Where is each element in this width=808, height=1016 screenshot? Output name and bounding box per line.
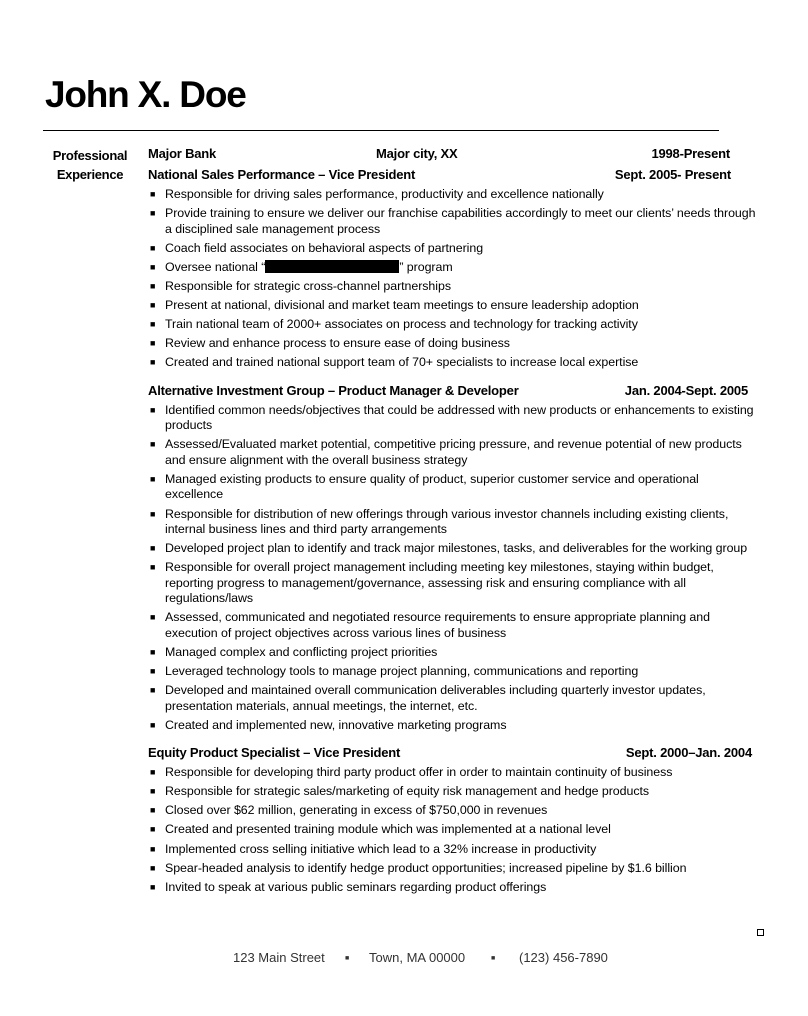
square-bullet-icon: ■ [150, 881, 156, 892]
section-label-line1: Professional [52, 148, 128, 163]
square-bullet-icon: ■ [150, 280, 156, 291]
list-item: ■ Created and trained national support team of 70+ specialists to increase local expertise [150, 355, 639, 370]
list-item: ■ Created and implemented new, innovative marketing programs [150, 717, 507, 732]
list-item: ■ Managed complex and conflicting project priorities [150, 644, 438, 659]
role-header [148, 744, 760, 765]
role-dates: Sept. 2000–Jan. 2004 [625, 745, 752, 761]
square-bullet-icon: ■ [150, 299, 156, 310]
list-item: ■ Assessed/Evaluated market potential, competitive pricing pressure, and revenue potential of new products and ensure alignment with the overall business strategy [150, 437, 742, 467]
list-item: ■ Oversee national “ ” program [150, 259, 453, 274]
square-bullet-icon: ■ [150, 189, 156, 199]
section-label-line2: Experience [56, 167, 124, 182]
list-item: ■ Responsible for driving sales performance, productivity and excellence nationally [150, 187, 604, 201]
square-bullet-icon: ■ [150, 208, 156, 219]
square-bullet-icon: ■ [150, 719, 156, 730]
role-bullets [148, 403, 760, 733]
role-bullets [148, 187, 760, 371]
square-bullet-icon: ■ [150, 612, 156, 623]
square-bullet-icon: ■ [150, 824, 156, 835]
square-bullet-icon: ■ [345, 955, 350, 962]
list-item: ■ Spear-headed analysis to identify hedge product opportunities; increased pipeline by $1.6 billion [150, 860, 687, 875]
square-bullet-icon: ■ [150, 786, 156, 797]
role-title: National Sales Performance – Vice President [148, 167, 416, 182]
square-bullet-icon: ■ [150, 404, 156, 415]
resume-name: John X. Doe [45, 74, 246, 115]
redaction-block [265, 260, 399, 273]
employer-location: Major city, XX [376, 146, 458, 161]
square-bullet-icon: ■ [150, 685, 156, 696]
employer-header [148, 145, 760, 166]
square-bullet-icon: ■ [150, 357, 156, 368]
section-label [42, 146, 138, 184]
square-bullet-icon: ■ [150, 767, 156, 778]
role-title: Alternative Investment Group – Product Manager & Developer [148, 382, 519, 398]
square-bullet-icon: ■ [150, 338, 156, 349]
list-item: ■ Provide training to ensure we deliver our franchise capabilities accordingly to meet our clients’ needs through a disciplined sale management process [150, 206, 756, 236]
square-outline-icon [757, 929, 764, 936]
list-item: ■ Responsible for distribution of new offerings through various investor channels including existing clients, internal business lines and third party arrangements [150, 506, 729, 537]
square-bullet-icon: ■ [491, 955, 496, 962]
role-dates: Jan. 2004-Sept. 2005 [624, 382, 748, 398]
role-header [148, 166, 760, 187]
list-item: ■ Coach field associates on behavioral aspects of partnering [150, 240, 484, 255]
square-bullet-icon: ■ [150, 805, 156, 816]
square-bullet-icon: ■ [150, 439, 156, 450]
list-item: ■ Responsible for developing third party product offer in order to maintain continuity of business [150, 765, 673, 780]
square-bullet-icon: ■ [150, 319, 156, 330]
list-item: ■ Review and enhance process to ensure ease of doing business [150, 336, 510, 351]
square-bullet-icon: ■ [150, 666, 156, 676]
header-divider [43, 130, 719, 131]
square-bullet-icon: ■ [150, 862, 156, 873]
list-item: ■ Train national team of 2000+ associates on process and technology for tracking activity [150, 317, 638, 332]
square-bullet-icon: ■ [150, 473, 156, 484]
list-item: ■ Implemented cross selling initiative which lead to a 32% increase in productivity [150, 841, 597, 856]
square-bullet-icon: ■ [150, 843, 156, 854]
square-bullet-icon: ■ [150, 242, 156, 253]
square-bullet-icon: ■ [150, 508, 156, 519]
footer-town: Town, MA 00000 [369, 950, 466, 965]
role-header [148, 382, 760, 403]
list-item: ■ Developed project plan to identify and track major milestones, tasks, and deliverables for the working group [150, 541, 748, 556]
footer-phone: (123) 456-7890 [519, 950, 608, 965]
role-dates: Sept. 2005- Present [614, 167, 731, 182]
square-bullet-icon: ■ [150, 543, 156, 554]
list-item: ■ Assessed, communicated and negotiated resource requirements to ensure appropriate planning and execution of project objectives across various lines of business [150, 610, 710, 640]
list-item: ■ Created and presented training module which was implemented at a national level [150, 822, 611, 837]
role-title: Equity Product Specialist – Vice President [148, 745, 401, 761]
role-bullets [148, 765, 760, 895]
list-item: ■ Present at national, divisional and market team meetings to ensure leadership adoption [150, 297, 639, 312]
footer-street: 123 Main Street [233, 950, 325, 965]
list-item: ■ Closed over $62 million, generating in excess of $750,000 in revenues [150, 803, 548, 818]
list-item: ■ Responsible for overall project management including meeting key milestones, staying within budget, reporting progress to management/governance, assessing risk and ensuring compliance with all regulations/laws [150, 560, 714, 606]
employer-name: Major Bank [148, 146, 217, 161]
list-item: ■ Leveraged technology tools to manage project planning, communications and reporting [150, 664, 639, 678]
employer-dates: 1998-Present [651, 146, 730, 161]
square-bullet-icon: ■ [150, 261, 156, 272]
list-item: ■ Responsible for strategic sales/marketing of equity risk management and hedge products [150, 784, 650, 799]
experience-content [148, 145, 760, 906]
list-item: ■ Identified common needs/objectives that could be addressed with new products or enhancements to existing products [150, 402, 754, 433]
list-item: ■ Responsible for strategic cross-channel partnerships [150, 278, 451, 293]
square-bullet-icon: ■ [150, 646, 156, 657]
list-item: ■ Invited to speak at various public seminars regarding product offerings [150, 879, 547, 894]
list-item: ■ Developed and maintained overall communication deliverables including quarterly investor updates, presentation materials, annual meetings, the internet, etc. [150, 683, 706, 713]
square-bullet-icon: ■ [150, 562, 156, 573]
list-item: ■ Managed existing products to ensure quality of product, superior customer service and operational excellence [150, 471, 699, 502]
